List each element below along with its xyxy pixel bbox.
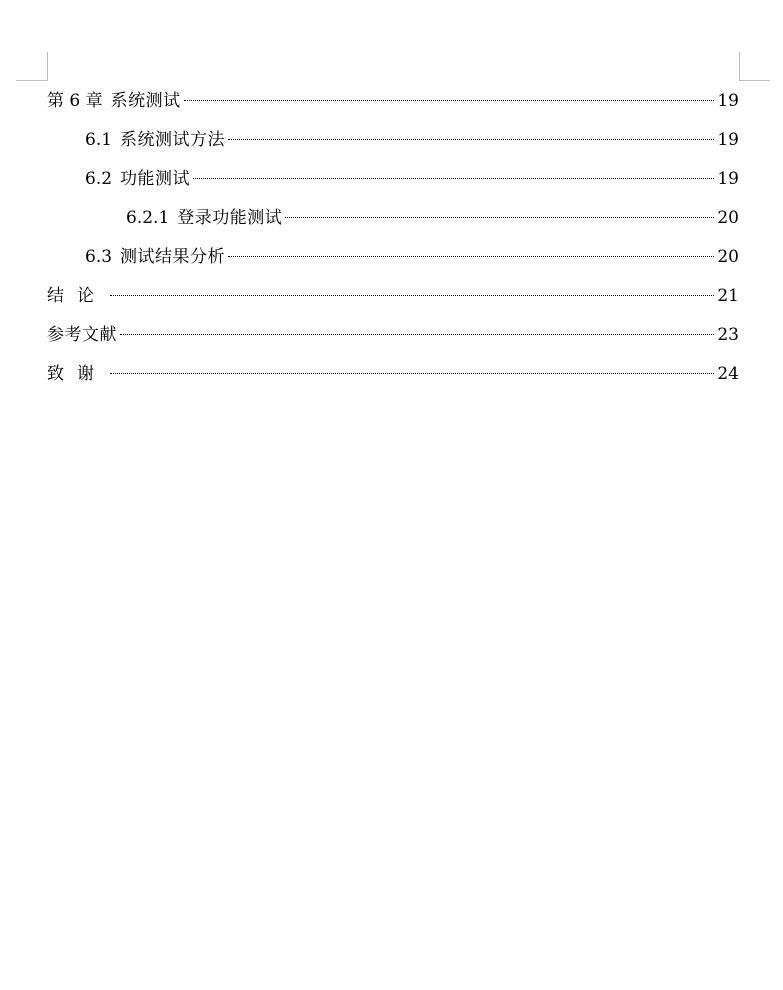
toc-entry-chapter-6[interactable]	[47, 88, 739, 127]
crop-mark-top-left-horizontal	[16, 80, 47, 81]
toc-entry-6-2-1[interactable]	[47, 205, 739, 244]
toc-entry-title: 结论	[47, 286, 107, 306]
toc-entry-page: 23	[717, 325, 739, 345]
dot-leader	[285, 217, 714, 218]
toc-entry-title: 系统测试	[110, 91, 181, 111]
crop-mark-top-right-horizontal	[739, 80, 770, 81]
toc-entry-title: 参考文献	[47, 325, 117, 345]
dot-leader	[110, 373, 714, 374]
toc-entry-6-3[interactable]	[47, 244, 739, 283]
toc-entry-page: 19	[717, 169, 739, 189]
toc-entry-page: 19	[717, 130, 739, 150]
toc-entry-number: 6.1	[85, 130, 113, 150]
dot-leader	[193, 178, 714, 179]
dot-leader	[184, 100, 715, 101]
toc-entry-number: 6.2.1	[126, 208, 170, 228]
toc-entry-title: 功能测试	[120, 169, 191, 189]
toc-entry-acknowledgements[interactable]	[47, 361, 739, 400]
toc-entry-6-2[interactable]	[47, 166, 739, 205]
toc-entry-title: 登录功能测试	[177, 208, 283, 228]
crop-mark-top-right-vertical	[739, 52, 740, 81]
toc-entry-page: 20	[717, 247, 739, 267]
dot-leader	[228, 139, 714, 140]
toc-entry-number: 6.3	[85, 247, 113, 267]
toc-entry-number: 第 6 章	[47, 91, 103, 111]
toc-entry-page: 20	[717, 208, 739, 228]
toc-entry-page: 19	[717, 91, 739, 111]
toc-entry-number: 6.2	[85, 169, 113, 189]
toc-entry-page: 24	[717, 364, 739, 384]
dot-leader	[228, 256, 714, 257]
toc-entry-title: 测试结果分析	[120, 247, 226, 267]
dot-leader	[110, 295, 714, 296]
table-of-contents	[47, 88, 739, 400]
toc-entry-title: 系统测试方法	[120, 130, 226, 150]
toc-entry-references[interactable]	[47, 322, 739, 361]
toc-entry-page: 21	[717, 286, 739, 306]
toc-entry-conclusion[interactable]	[47, 283, 739, 322]
toc-entry-title: 致谢	[47, 364, 107, 384]
toc-entry-6-1[interactable]	[47, 127, 739, 166]
dot-leader	[120, 334, 714, 335]
crop-mark-top-left-vertical	[47, 52, 48, 81]
